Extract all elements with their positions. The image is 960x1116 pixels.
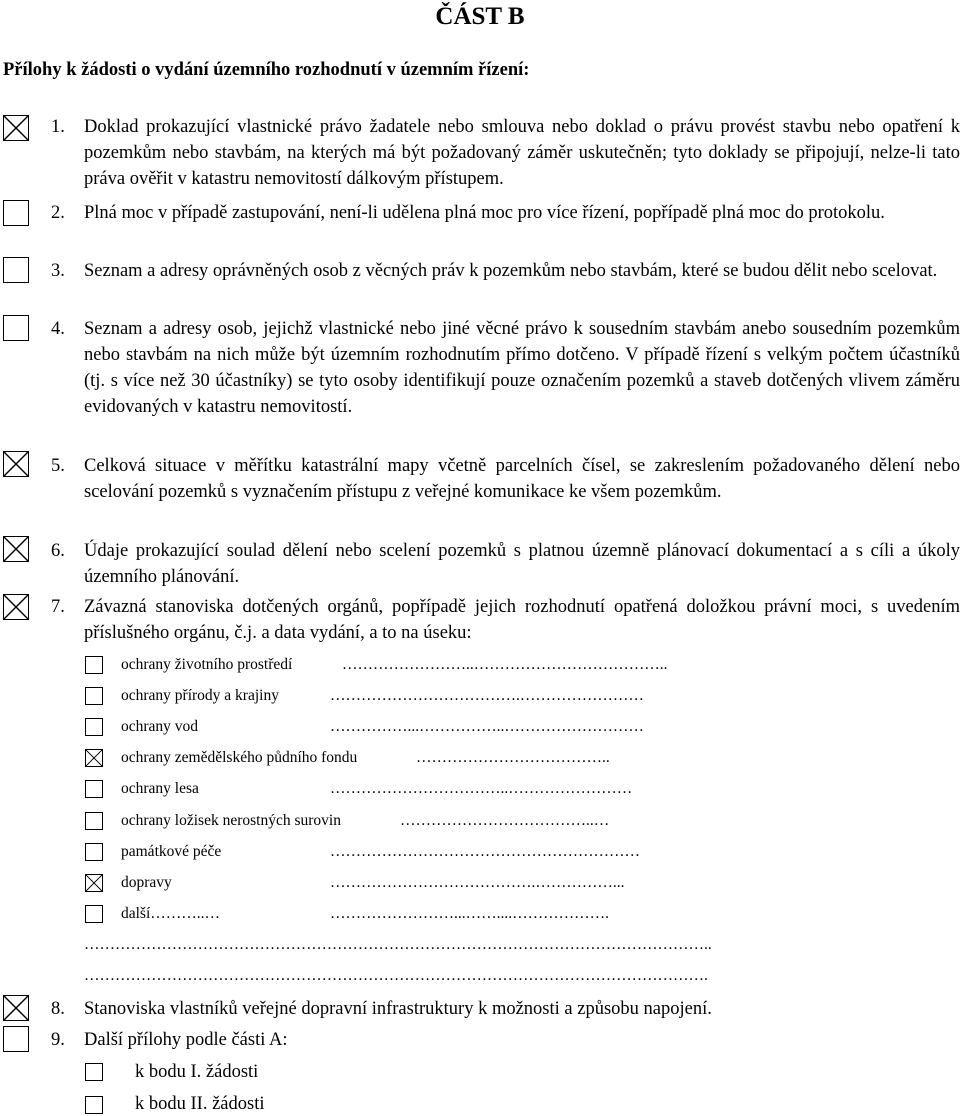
item-9-checkbox[interactable] — [3, 1026, 29, 1052]
subitem-2-label: ochrany přírody a krajiny — [121, 687, 279, 704]
subitem-4-checkbox[interactable] — [85, 749, 103, 767]
item-8-checkbox[interactable] — [3, 995, 29, 1021]
subitem-6-checkbox[interactable] — [85, 812, 103, 830]
item-3-text: Seznam a adresy oprávněných osob z věcných práv k pozemkům nebo stavbám, které se budou dělit nebo scelovat. — [84, 261, 938, 281]
subitem-8-fill-line: ………………………………….……………... — [330, 874, 625, 891]
subitem-7-checkbox[interactable] — [85, 843, 103, 861]
subitem-2-fill-line: ……………………………….…………………… — [330, 687, 644, 704]
item-4-checkbox[interactable] — [3, 315, 29, 341]
subitem-7-fill-line: …………………………………………………… — [330, 843, 640, 860]
item-5-checkbox[interactable] — [3, 451, 29, 477]
subitem-7-label: památkové péče — [121, 843, 222, 860]
subitem-9-fill-line: ……………………...……....………………. — [330, 905, 609, 922]
item-5-text: Celková situace v měřítku katastrální mapy včetně parcelních čísel, se zakreslením požadovaného dělení nebo scelování pozemků s vyznačením přístupu z veřejné komunikace ke všem pozemkům. — [84, 456, 960, 502]
item-3-number: 3. — [51, 261, 65, 281]
subitem-1-checkbox[interactable] — [85, 656, 103, 674]
subitem-4-label: ochrany zemědělského půdního fondu — [121, 749, 358, 766]
item-5-number: 5. — [51, 456, 65, 476]
blank-line-2: …………………………………………………………………………………………………………. — [84, 967, 708, 984]
item-4-number: 4. — [51, 319, 65, 339]
item-2-text: Plná moc v případě zastupování, není-li udělena plná moc pro více řízení, popřípadě plná moc do protokolu. — [84, 203, 885, 223]
item-8-number: 8. — [51, 999, 65, 1019]
subitem-1-label: ochrany životního prostředí — [121, 656, 293, 673]
subitem-bod-1-checkbox[interactable] — [85, 1063, 103, 1081]
item-6-checkbox[interactable] — [3, 536, 29, 562]
item-3-checkbox[interactable] — [3, 257, 29, 283]
subitem-5-checkbox[interactable] — [85, 780, 103, 798]
subitem-6-fill-line: ………………………………..… — [400, 812, 610, 829]
subitem-1-fill-line: ……………………..……………………………….. — [342, 656, 668, 673]
item-1-number: 1. — [51, 117, 65, 137]
item-2-number: 2. — [51, 203, 65, 223]
blank-line-1: ………………………………………………………………………………………………………….. — [84, 936, 712, 953]
item-6-text: Údaje prokazující soulad dělení nebo scelení pozemků s platnou územně plánovací dokumentací a s cíli a úkoly územního plánování. — [84, 541, 960, 587]
subitem-bod-2-label: k bodu II. žádosti — [135, 1094, 265, 1114]
subitem-9-label: další………..… — [121, 905, 221, 922]
subitem-3-checkbox[interactable] — [85, 718, 103, 736]
subitem-bod-1-label: k bodu I. žádosti — [135, 1062, 259, 1082]
subitem-6-label: ochrany ložisek nerostných surovin — [121, 812, 341, 829]
subitem-3-fill-line: ……………...……………..……………………… — [330, 718, 644, 735]
subitem-4-fill-line: ……………………………….. — [416, 749, 610, 766]
item-9-number: 9. — [51, 1030, 65, 1050]
subitem-5-label: ochrany lesa — [121, 780, 199, 797]
subitem-bod-2-checkbox[interactable] — [85, 1096, 103, 1114]
item-7-checkbox[interactable] — [3, 594, 29, 620]
page-title: ČÁST B — [435, 3, 525, 30]
item-9-text: Další přílohy podle části A: — [84, 1030, 288, 1050]
subitem-5-fill-line: ……………………………..…………………… — [330, 780, 633, 797]
page-subtitle: Přílohy k žádosti o vydání územního rozhodnutí v územním řízení: — [3, 60, 530, 80]
item-8-text: Stanoviska vlastníků veřejné dopravní infrastruktury k možnosti a způsobu napojení. — [84, 999, 712, 1019]
item-7-number: 7. — [51, 597, 65, 617]
subitem-2-checkbox[interactable] — [85, 687, 103, 705]
item-7-text: Závazná stanoviska dotčených orgánů, popřípadě jejich rozhodnutí opatřená doložkou právní moci, s uvedením příslušného orgánu, č.j. a data vydání, a to na úseku: — [84, 597, 960, 643]
item-4-text: Seznam a adresy osob, jejichž vlastnické nebo jiné věcné právo k sousedním stavbám anebo sousedním pozemkům nebo stavbám na nich může být územním rozhodnutím přímo dotčeno. V případě řízení s velkým počtem účastníků (tj. s více než 30 účastníky) se tyto osoby identifikují pouze označením pozemků a staveb dotčených vlivem záměru evidovaných v katastru nemovitostí. — [84, 319, 960, 417]
subitem-8-checkbox[interactable] — [85, 874, 103, 892]
subitem-8-label: dopravy — [121, 874, 172, 891]
subitem-9-checkbox[interactable] — [85, 905, 103, 923]
item-6-number: 6. — [51, 541, 65, 561]
item-1-text: Doklad prokazující vlastnické právo žadatele nebo smlouva nebo doklad o právu provést stavbu nebo opatření k pozemkům nebo stavbám, na kterých má být požadovaný záměr uskutečněn; tyto doklady se připojují, nelze-li tato práva ověřit v katastru nemovitostí dálkovým přístupem. — [84, 117, 960, 189]
subitem-3-label: ochrany vod — [121, 718, 199, 735]
item-2-checkbox[interactable] — [3, 200, 29, 226]
item-1-checkbox[interactable] — [3, 115, 29, 141]
